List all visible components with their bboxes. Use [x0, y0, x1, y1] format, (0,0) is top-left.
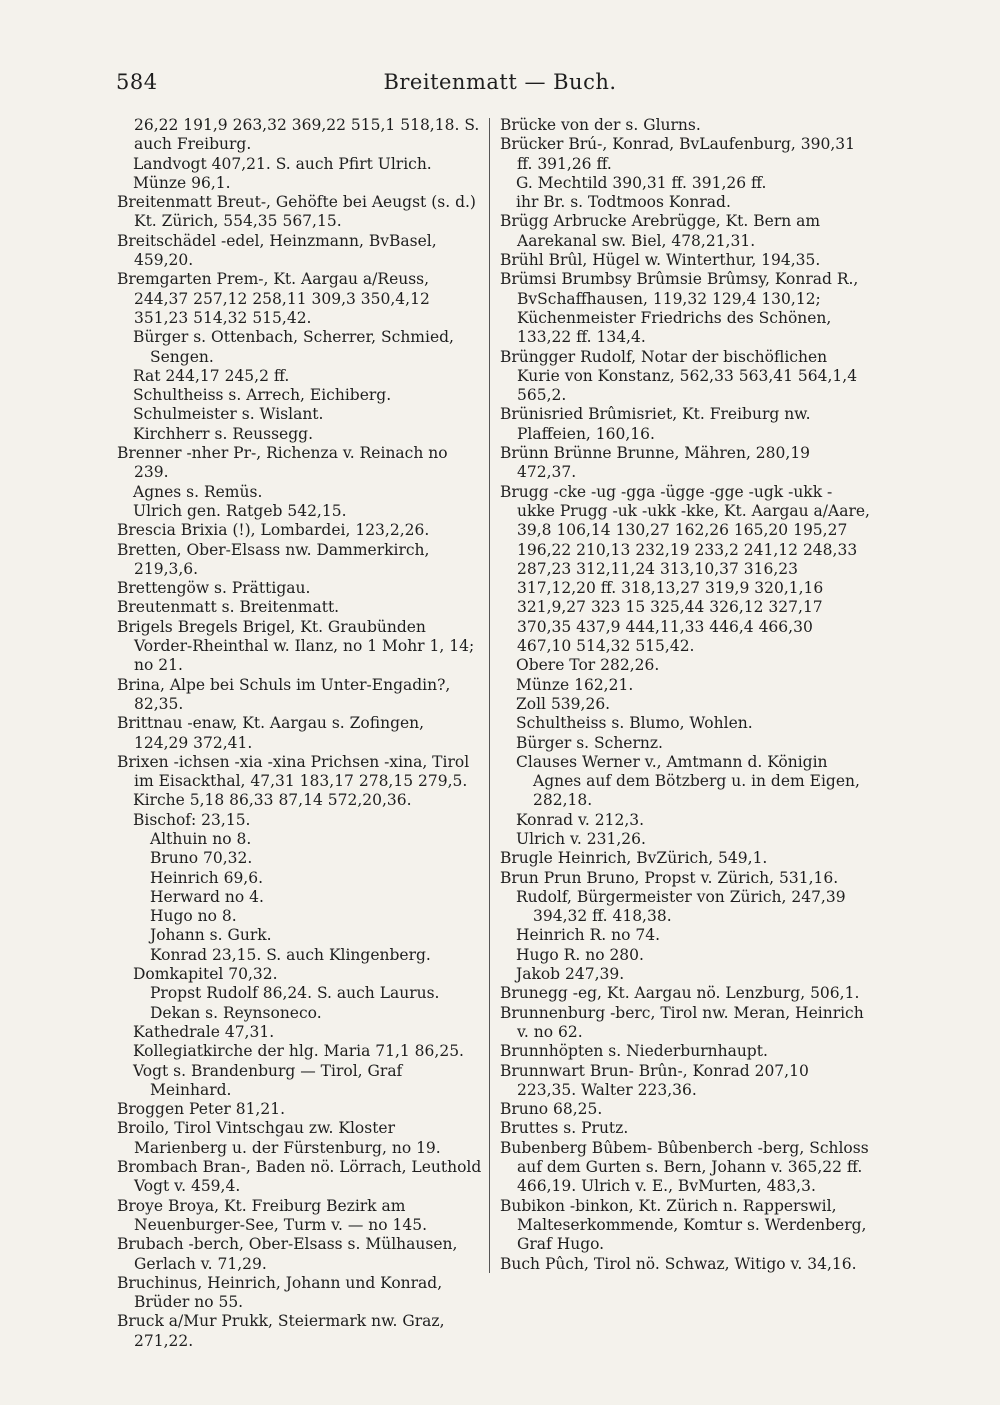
index-entry: Brixen -ichsen -xia -xina Prichsen -xina, Tirol im Eisackthal, 47,31 183,17 278,15 279,5. — [117, 752, 470, 791]
index-entry: Bretten, Ober-Elsass nw. Dammerkirch, 219,3,6. — [117, 540, 430, 578]
index-entry: Brun Prun Bruno, Propst v. Zürich, 531,16. — [500, 868, 839, 887]
index-entry: Bubikon -binkon, Kt. Zürich n. Rapperswil, Malteserkommende, Komtur s. Werdenberg, Graf Hugo. — [500, 1196, 867, 1254]
index-entry: Brüngger Rudolf, Notar der bischöflichen Kurie von Konstanz, 562,33 563,41 564,1,4 565,2. — [500, 347, 858, 405]
index-entry: Brünn Brünne Brunne, Mähren, 280,19 472,37. — [500, 444, 811, 482]
index-entry: Bruno 68,25. — [500, 1100, 603, 1119]
index-entry: Brenner -nher Pr-, Richenza v. Reinach no 239. — [117, 444, 448, 482]
index-entry: Brücke von der s. Glurns. — [500, 116, 701, 134]
index-entry: Hugo no 8. — [150, 907, 237, 926]
index-entry: Zoll 539,26. — [516, 694, 611, 713]
index-entry: Brunnwart Brun- Brûn-, Konrad 207,10 223,35. Walter 223,36. — [500, 1061, 809, 1099]
index-entry: Brittnau -enaw, Kt. Aargau s. Zofingen, 124,29 372,41. — [117, 714, 425, 752]
index-entry: Heinrich R. no 74. — [516, 926, 661, 945]
index-entry: Buch Pûch, Tirol nö. Schwaz, Witigo v. 34,16. — [500, 1254, 857, 1273]
index-entry: Brugle Heinrich, BvZürich, 549,1. — [500, 849, 768, 868]
index-entry: Kollegiatkirche der hlg. Maria 71,1 86,25. — [133, 1042, 464, 1061]
index-entry: Brugg -cke -ug -gga -ügge -gge -ugk -ukk -ukke Prugg -uk -ukk -kke, Kt. Aargau a/Aare, 39,8 106,14 130,27 162,26 165,20 195,27 196,22 210,13 232,19 233,2 241,12 248,33 287,23 312,11,24 313,10,37 316,23 317,12,20 ff. 318,13,27 319,9 320,1,16 321,9,27 323 15 325,44 326,12 327,17 370,35 437,9 444,11,33 446,4 466,30 467,10 514,32 515,42. — [500, 482, 870, 656]
index-entry: Kathedrale 47,31. — [133, 1022, 275, 1041]
page-number: 584 — [116, 70, 158, 94]
index-entry: Ulrich gen. Ratgeb 542,15. — [133, 501, 347, 520]
index-entry: Agnes s. Remüs. — [133, 482, 263, 501]
index-entry: Ulrich v. 231,26. — [516, 829, 646, 848]
index-entry: Bürger s. Ottenbach, Scherrer, Schmied, Sengen. — [133, 328, 454, 366]
index-entry: Johann s. Gurk. — [150, 926, 272, 945]
index-entry: Brigels Bregels Brigel, Kt. Graubünden Vorder-Rheinthal w. Ilanz, no 1 Mohr 1, 14; no 21. — [117, 617, 475, 675]
index-entry: Bruno 70,32. — [150, 849, 253, 868]
index-entry: Konrad 23,15. S. auch Klingenberg. — [150, 945, 431, 964]
index-entry: Brunegg -eg, Kt. Aargau nö. Lenzburg, 506,1. — [500, 984, 860, 1003]
index-entry: Bremgarten Prem-, Kt. Aargau a/Reuss, 244,37 257,12 258,11 309,3 350,4,12 351,23 514,32 515,42. — [117, 270, 430, 327]
index-entry: Heinrich 69,6. — [150, 868, 264, 887]
index-entry: Schulmeister s. Wislant. — [133, 405, 324, 424]
right-column — [500, 116, 870, 1274]
index-entry: Münze 96,1. — [133, 173, 231, 192]
index-entry: 26,22 191,9 263,32 369,22 515,1 518,18. S. auch Freiburg. — [134, 116, 480, 154]
running-head: Breitenmatt — Buch. — [383, 70, 617, 94]
index-entry: Hugo R. no 280. — [516, 945, 644, 964]
index-entry: Münze 162,21. — [516, 675, 634, 694]
index-entry: Schultheiss s. Arrech, Eichiberg. — [133, 386, 392, 405]
index-entry: Brünisried Brûmisriet, Kt. Freiburg nw. Plaffeien, 160,16. — [500, 405, 811, 443]
index-entry: Broggen Peter 81,21. — [117, 1100, 286, 1119]
index-entry: Brettengöw s. Prättigau. — [117, 579, 311, 598]
index-entry: Bruttes s. Prutz. — [500, 1119, 629, 1138]
index-entry: Propst Rudolf 86,24. S. auch Laurus. — [150, 984, 440, 1003]
left-column — [117, 116, 482, 1351]
index-entry: Brombach Bran-, Baden nö. Lörrach, Leuthold Vogt v. 459,4. — [117, 1158, 482, 1196]
index-entry: Domkapitel 70,32. — [133, 965, 278, 984]
index-entry: Konrad v. 212,3. — [516, 810, 645, 829]
index-entry: Broye Broya, Kt. Freiburg Bezirk am Neuenburger-See, Turm v. — no 145. — [117, 1196, 428, 1234]
index-entry: ihr Br. s. Todtmoos Konrad. — [516, 193, 731, 212]
index-entry: Herward no 4. — [150, 887, 264, 906]
index-entry: Brina, Alpe bei Schuls im Unter-Engadin?, 82,35. — [117, 675, 451, 713]
index-entry: Vogt s. Brandenburg — Tirol, Graf Meinhard. — [133, 1061, 403, 1099]
index-entry: Breutenmatt s. Breitenmatt. — [117, 598, 340, 617]
index-entry: Clauses Werner v., Amtmann d. Königin Agnes auf dem Bötzberg u. in dem Eigen, 282,18. — [516, 752, 860, 810]
index-entry: Bruck a/Mur Prukk, Steiermark nw. Graz, 271,22. — [117, 1312, 445, 1350]
index-entry: Brunnenburg -berc, Tirol nw. Meran, Heinrich v. no 62. — [500, 1003, 864, 1041]
index-entry: Bruchinus, Heinrich, Johann und Konrad, Brüder no 55. — [117, 1273, 443, 1312]
index-entry: Brunnhöpten s. Niederburnhaupt. — [500, 1042, 768, 1061]
column-divider — [489, 118, 490, 1273]
index-entry: Kirchherr s. Reussegg. — [133, 424, 313, 443]
index-entry: G. Mechtild 390,31 ff. 391,26 ff. — [516, 173, 767, 192]
index-entry: Breitschädel -edel, Heinzmann, BvBasel, 459,20. — [117, 231, 437, 270]
index-entry: Brescia Brixia (!), Lombardei, 123,2,26. — [117, 521, 430, 540]
index-entry: Dekan s. Reynsoneco. — [150, 1003, 322, 1022]
index-entry: Brühl Brûl, Hügel w. Winterthur, 194,35. — [500, 251, 821, 270]
index-entry: Kirche 5,18 86,33 87,14 572,20,36. — [133, 791, 412, 810]
index-entry: Landvogt 407,21. S. auch Pfirt Ulrich. — [133, 154, 432, 173]
index-entry: Brümsi Brumbsy Brûmsie Brûmsy, Konrad R., BvSchaffhausen, 119,32 129,4 130,12; Küchenmeister Friedrichs des Schönen, 133,22 ff. 134,4. — [500, 270, 859, 347]
index-entry: Obere Tor 282,26. — [516, 656, 660, 675]
index-entry: Brügg Arbrucke Arebrügge, Kt. Bern am Aarekanal sw. Biel, 478,21,31. — [500, 212, 821, 250]
index-entry: Brubach -berch, Ober-Elsass s. Mülhausen, Gerlach v. 71,29. — [117, 1235, 458, 1273]
index-entry: Rat 244,17 245,2 ff. — [133, 366, 290, 385]
index-entry: Bischof: 23,15. — [133, 810, 251, 829]
index-entry: Brücker Brú-, Konrad, BvLaufenburg, 390,31 ff. 391,26 ff. — [500, 135, 856, 173]
index-entry: Broilo, Tirol Vintschgau zw. Kloster Marienberg u. der Fürstenburg, no 19. — [117, 1119, 441, 1157]
index-entry: Breitenmatt Breut-, Gehöfte bei Aeugst (s. d.) Kt. Zürich, 554,35 567,15. — [117, 193, 476, 231]
index-entry: Althuin no 8. — [150, 829, 252, 848]
index-entry: Bürger s. Schernz. — [516, 733, 663, 752]
index-entry: Jakob 247,39. — [516, 965, 625, 984]
index-entry: Rudolf, Bürgermeister von Zürich, 247,39 394,32 ff. 418,38. — [516, 887, 846, 926]
index-entry: Bubenberg Bûbem- Bûbenberch -berg, Schloss auf dem Gurten s. Bern, Johann v. 365,22 ff. 466,19. Ulrich v. E., BvMurten, 483,3. — [500, 1138, 869, 1196]
index-entry: Schultheiss s. Blumo, Wohlen. — [516, 714, 753, 733]
